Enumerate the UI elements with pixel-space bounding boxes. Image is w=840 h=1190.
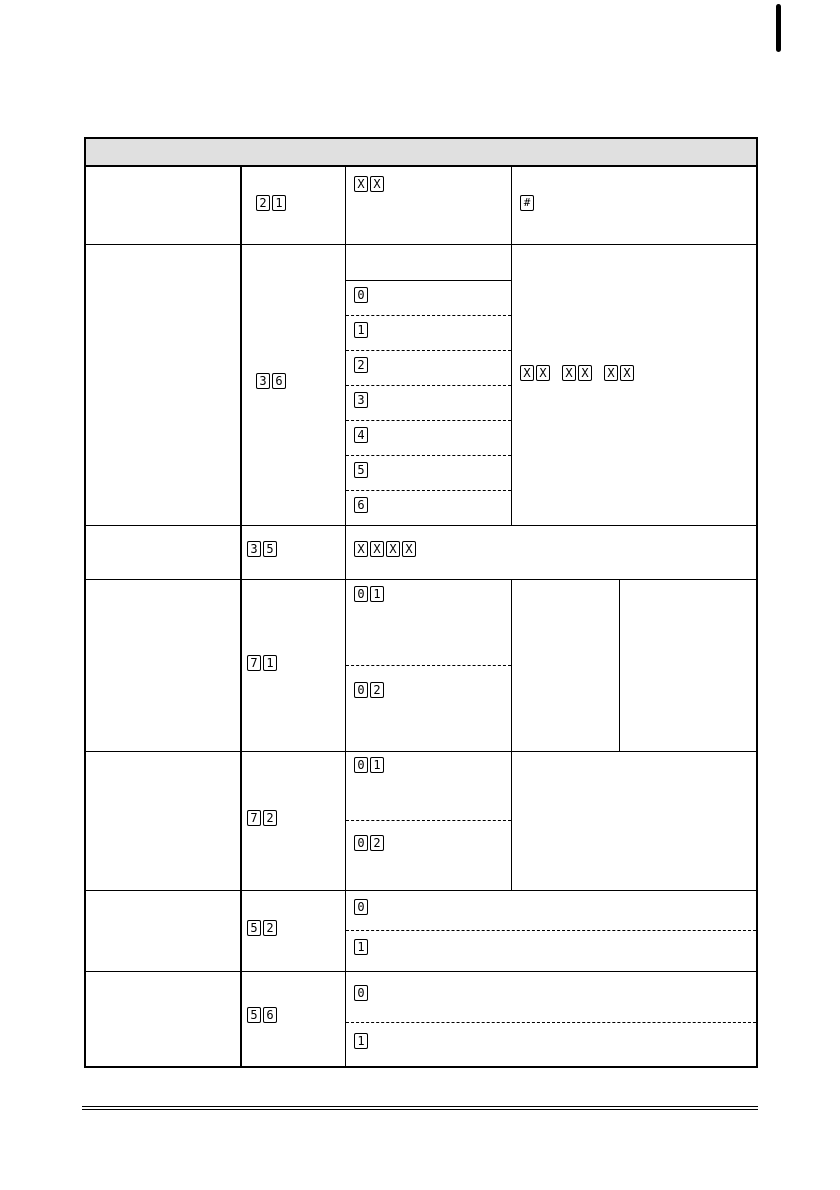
key-cap: 0 (354, 899, 368, 915)
column-divider (511, 165, 512, 525)
key-cap: 2 (370, 682, 384, 698)
row-separator (86, 751, 756, 752)
option-keys (354, 392, 368, 408)
option-keys (354, 497, 368, 513)
option-keys (354, 899, 368, 915)
key-cap: 0 (354, 985, 368, 1001)
key-cap: X (536, 365, 550, 381)
key-cap: 1 (354, 322, 368, 338)
key-cap: 0 (354, 586, 368, 602)
key-cap: 6 (272, 373, 286, 389)
key-cap: 3 (256, 373, 270, 389)
key-cap: 3 (354, 392, 368, 408)
row2-value-groups (520, 365, 634, 381)
row1-code-keys (256, 195, 286, 211)
key-cap: 1 (272, 195, 286, 211)
key-cap: 2 (263, 920, 277, 936)
option-keys (354, 757, 384, 773)
key-cap: 5 (354, 462, 368, 478)
key-cap: X (520, 365, 534, 381)
row7-code-keys (247, 1007, 277, 1023)
key-cap: 1 (263, 655, 277, 671)
row-separator (86, 579, 756, 580)
key-cap: 6 (354, 497, 368, 513)
key-cap: X (620, 365, 634, 381)
key-group (520, 365, 550, 381)
key-cap: # (520, 195, 534, 211)
row-separator (86, 525, 756, 526)
row2-code-keys (256, 373, 286, 389)
key-cap: 1 (370, 586, 384, 602)
option-separator (346, 315, 511, 316)
row3-value-keys (354, 541, 416, 557)
key-cap: X (604, 365, 618, 381)
option-keys (354, 427, 368, 443)
row4-code-keys (247, 655, 277, 671)
row-separator (86, 244, 756, 245)
table-header-band (86, 139, 756, 167)
key-cap: 6 (263, 1007, 277, 1023)
key-cap: 2 (263, 810, 277, 826)
option-separator (346, 490, 511, 491)
option-keys (354, 322, 368, 338)
option-separator (346, 665, 511, 666)
row5-code-keys (247, 810, 277, 826)
key-cap: 5 (247, 920, 261, 936)
key-cap: 1 (354, 939, 368, 955)
key-cap: X (370, 541, 384, 557)
option-separator (346, 280, 511, 281)
option-separator (346, 420, 511, 421)
key-group (604, 365, 634, 381)
row1-hash-keys (520, 195, 534, 211)
footer-rule (82, 1109, 758, 1110)
key-cap: 1 (370, 757, 384, 773)
key-cap: 4 (354, 427, 368, 443)
option-keys (354, 985, 368, 1001)
key-cap: X (402, 541, 416, 557)
column-divider (240, 165, 242, 1066)
key-cap: 7 (247, 810, 261, 826)
key-cap: 0 (354, 835, 368, 851)
row1-value-keys (354, 176, 384, 192)
settings-table (84, 137, 758, 1068)
key-cap: 2 (354, 357, 368, 373)
key-group (562, 365, 592, 381)
key-cap: X (562, 365, 576, 381)
column-divider (619, 579, 620, 751)
option-keys (354, 939, 368, 955)
key-cap: 5 (263, 541, 277, 557)
key-cap: 0 (354, 757, 368, 773)
key-cap: 2 (370, 835, 384, 851)
option-keys (354, 682, 384, 698)
row6-code-keys (247, 920, 277, 936)
option-separator (346, 455, 511, 456)
key-cap: 0 (354, 287, 368, 303)
key-cap: 1 (354, 1033, 368, 1049)
key-cap: X (354, 541, 368, 557)
key-cap: X (354, 176, 368, 192)
key-cap: X (386, 541, 400, 557)
option-keys (354, 1033, 368, 1049)
row-separator (86, 890, 756, 891)
footer-rule (82, 1106, 758, 1107)
option-keys (354, 462, 368, 478)
option-keys (354, 287, 368, 303)
row3-code-keys (247, 541, 277, 557)
column-divider (511, 579, 512, 890)
key-cap: 0 (354, 682, 368, 698)
key-cap: X (578, 365, 592, 381)
option-keys (354, 357, 368, 373)
option-separator (346, 1022, 756, 1023)
key-cap: 5 (247, 1007, 261, 1023)
option-keys (354, 586, 384, 602)
option-separator (346, 820, 511, 821)
key-cap: 2 (256, 195, 270, 211)
option-keys (354, 835, 384, 851)
row-separator (86, 971, 756, 972)
key-cap: 3 (247, 541, 261, 557)
key-cap: X (370, 176, 384, 192)
option-separator (346, 385, 511, 386)
key-cap: 7 (247, 655, 261, 671)
option-separator (346, 930, 756, 931)
option-separator (346, 350, 511, 351)
corner-crop-mark (776, 4, 781, 52)
